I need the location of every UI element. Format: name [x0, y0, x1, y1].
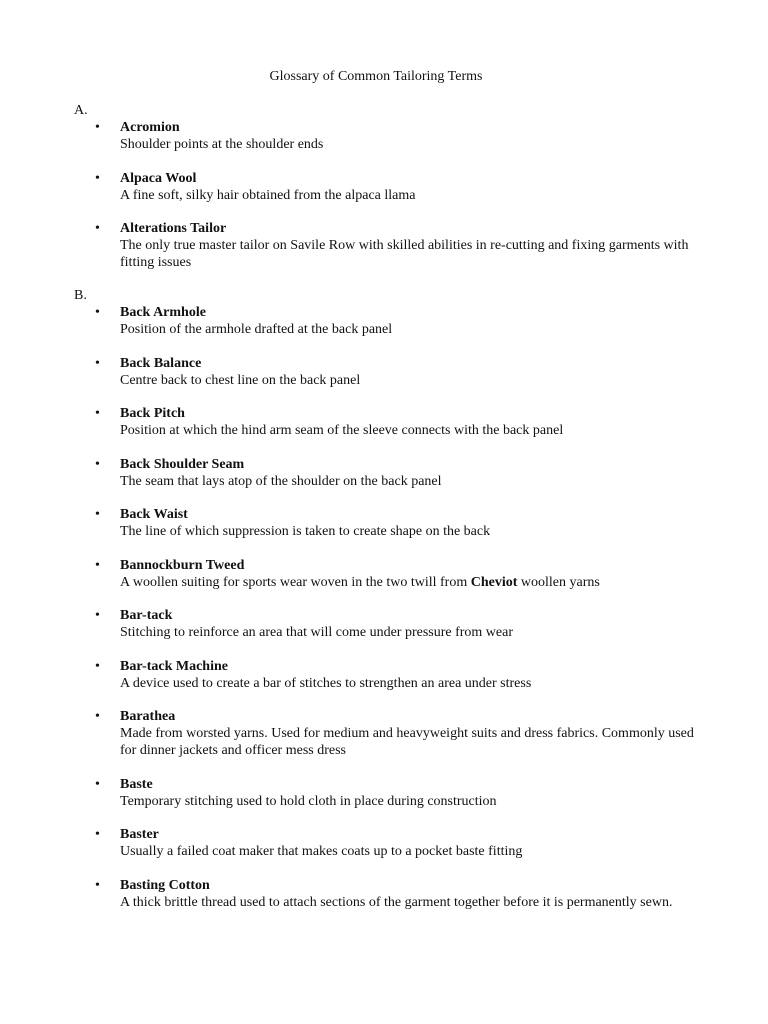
entry-definition: The line of which suppression is taken to create shape on the back — [120, 524, 491, 539]
definition-bold-term: Cheviot — [470, 574, 518, 590]
glossary-entry — [74, 557, 714, 591]
glossary-entry — [74, 355, 714, 389]
bullet-icon: • — [95, 608, 100, 623]
entry-term: Bannockburn Tweed — [120, 557, 245, 573]
bullet-icon: • — [95, 120, 100, 135]
entry-definition: Position at which the hind arm seam of the sleeve connects with the back panel — [120, 423, 564, 438]
entry-term: Alpaca Wool — [120, 170, 197, 186]
bullet-icon: • — [95, 456, 100, 472]
glossary-entry — [74, 119, 714, 153]
entry-term: Acromion — [120, 120, 180, 135]
glossary-entry — [74, 877, 714, 911]
bullet-icon: • — [95, 305, 100, 320]
entry-definition: Stitching to reinforce an area that will come under pressure from wear — [120, 625, 514, 640]
entry-definition: Centre back to chest line on the back panel — [120, 372, 361, 388]
entry-term: Baster — [120, 827, 159, 842]
entry-definition: Made from worsted yarns. Used for medium and heavyweight suits and dress fabrics. Commonly used for dinner jackets and officer mess dress — [120, 726, 694, 758]
entry-list — [74, 119, 714, 271]
bullet-icon: • — [95, 406, 100, 421]
entry-definition: Usually a failed coat maker that makes coats up to a pocket baste fitting — [120, 844, 523, 859]
section-a — [74, 102, 714, 288]
bullet-icon: • — [95, 507, 100, 522]
glossary-entry — [74, 220, 714, 271]
section-letter: A. — [74, 103, 88, 118]
definition-text: A woollen suiting for sports wear woven in the two twill from — [120, 574, 471, 590]
glossary-entry — [74, 170, 714, 204]
entry-term: Basting Cotton — [120, 877, 210, 893]
glossary-entry — [74, 304, 714, 338]
definition-text: woollen yarns — [517, 574, 600, 590]
section-letter: B. — [74, 288, 87, 303]
glossary-entry — [74, 607, 714, 641]
entry-list — [74, 304, 714, 911]
entry-term: Bar-tack — [120, 608, 173, 623]
bullet-icon: • — [95, 877, 100, 893]
bullet-icon: • — [95, 658, 100, 674]
entry-term: Back Waist — [120, 507, 188, 522]
bullet-icon: • — [95, 221, 100, 236]
entry-definition: A thick brittle thread used to attach sections of the garment together before it is permanently sewn. — [120, 894, 673, 910]
entry-definition: Shoulder points at the shoulder ends — [120, 137, 324, 152]
entry-term: Back Balance — [120, 355, 202, 371]
entry-definition — [120, 574, 700, 591]
entry-term: Back Shoulder Seam — [120, 456, 245, 472]
entry-term: Back Armhole — [120, 305, 206, 320]
entry-definition: Temporary stitching used to hold cloth in place during construction — [120, 793, 497, 809]
entry-definition: The only true master tailor on Savile Row with skilled abilities in re-cutting and fixing garments with fitting issues — [120, 238, 689, 270]
entry-term: Baste — [120, 776, 153, 792]
document-title: Glossary of Common Tailoring Terms — [269, 69, 483, 84]
entry-definition: A fine soft, silky hair obtained from the alpaca llama — [120, 187, 416, 203]
entry-term: Back Pitch — [120, 406, 185, 421]
entry-definition: Position of the armhole drafted at the back panel — [120, 322, 393, 337]
bullet-icon: • — [95, 170, 100, 186]
entry-term: Barathea — [120, 709, 176, 724]
bullet-icon: • — [95, 709, 100, 724]
glossary-entry — [74, 506, 714, 540]
entry-definition: The seam that lays atop of the shoulder on the back panel — [120, 473, 442, 489]
glossary-entry — [74, 658, 714, 692]
glossary-entry — [74, 708, 714, 759]
entry-term: Alterations Tailor — [120, 221, 227, 236]
section-b — [74, 287, 714, 927]
glossary-entry — [74, 826, 714, 860]
bullet-icon: • — [95, 776, 100, 792]
glossary-entry — [74, 776, 714, 810]
glossary-entry — [74, 456, 714, 490]
bullet-icon: • — [95, 557, 100, 573]
bullet-icon: • — [95, 355, 100, 371]
entry-definition: A device used to create a bar of stitches to strengthen an area under stress — [120, 675, 532, 691]
glossary-entry — [74, 405, 714, 439]
entry-term: Bar-tack Machine — [120, 658, 228, 674]
bullet-icon: • — [95, 827, 100, 842]
